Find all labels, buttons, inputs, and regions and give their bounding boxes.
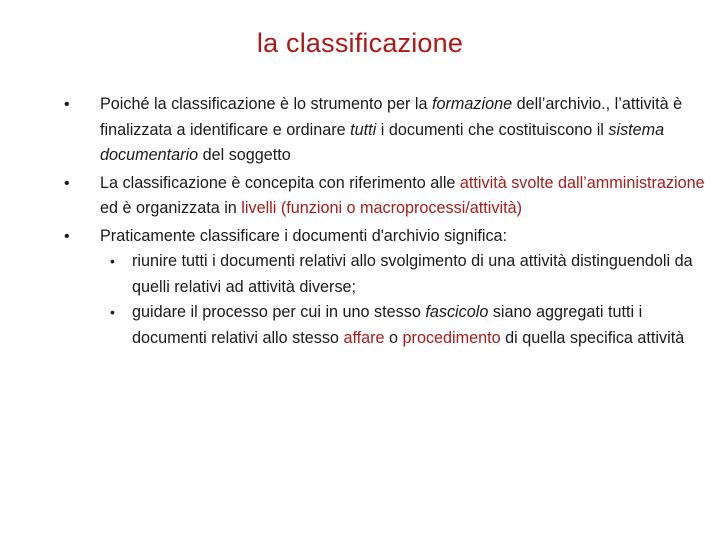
text-run: siano aggregati tutti i documenti relativi allo stesso: [132, 303, 643, 347]
sub-bullet-text: riunire tutti i documenti relativi allo svolgimento di una attività distinguendoli da quelli relativi ad attività diverse;: [132, 252, 693, 296]
italic-term-fascicolo: fascicolo: [425, 303, 489, 321]
text-run: guidare il processo per cui in uno stesso: [132, 303, 426, 321]
bullet-list: [56, 92, 706, 351]
list-item: [56, 224, 706, 352]
sub-bullet-text: [132, 303, 684, 347]
text-run: o: [384, 328, 403, 347]
text-run: del soggetto: [198, 146, 291, 164]
italic-term-tutti: tutti: [350, 120, 377, 139]
highlight-affare: affare: [343, 328, 385, 347]
bullet-icon: •: [64, 227, 70, 245]
bullet-icon: •: [110, 253, 115, 269]
highlight-procedimento: procedimento: [402, 328, 501, 347]
list-item: [56, 92, 706, 169]
highlight-attivita-svolte: attività svolte dall’amministrazione: [459, 173, 705, 192]
slide-body: [56, 92, 706, 353]
text-run: Poiché la classificazione è lo strumento per la: [100, 95, 433, 113]
bullet-text: [100, 174, 705, 218]
text-run: dell’archivio., l’attività è finalizzata a identificare e ordinare: [100, 95, 683, 139]
italic-term-sistema-documentario: sistema documentario: [100, 120, 665, 164]
text-run: i documenti che costituiscono il: [376, 120, 609, 139]
text-run: di quella specifica attività: [500, 328, 685, 347]
highlight-livelli: livelli (funzioni o macroprocessi/attività): [241, 199, 522, 217]
bullet-icon: •: [64, 174, 70, 192]
sub-list-item: [100, 300, 706, 351]
list-item: [56, 171, 706, 222]
text-run: La classificazione è concepita con riferimento alle: [100, 173, 460, 192]
text-run: ed è organizzata in: [100, 199, 242, 217]
sub-list-item: [100, 249, 706, 300]
bullet-text: [100, 95, 682, 164]
sub-bullet-list: [100, 249, 706, 351]
slide-title: la classificazione: [256, 28, 464, 58]
italic-term-formazione: formazione: [432, 95, 513, 113]
bullet-text: Praticamente classificare i documenti d'archivio significa:: [100, 226, 508, 245]
bullet-icon: •: [110, 304, 115, 320]
bullet-icon: •: [64, 96, 70, 113]
